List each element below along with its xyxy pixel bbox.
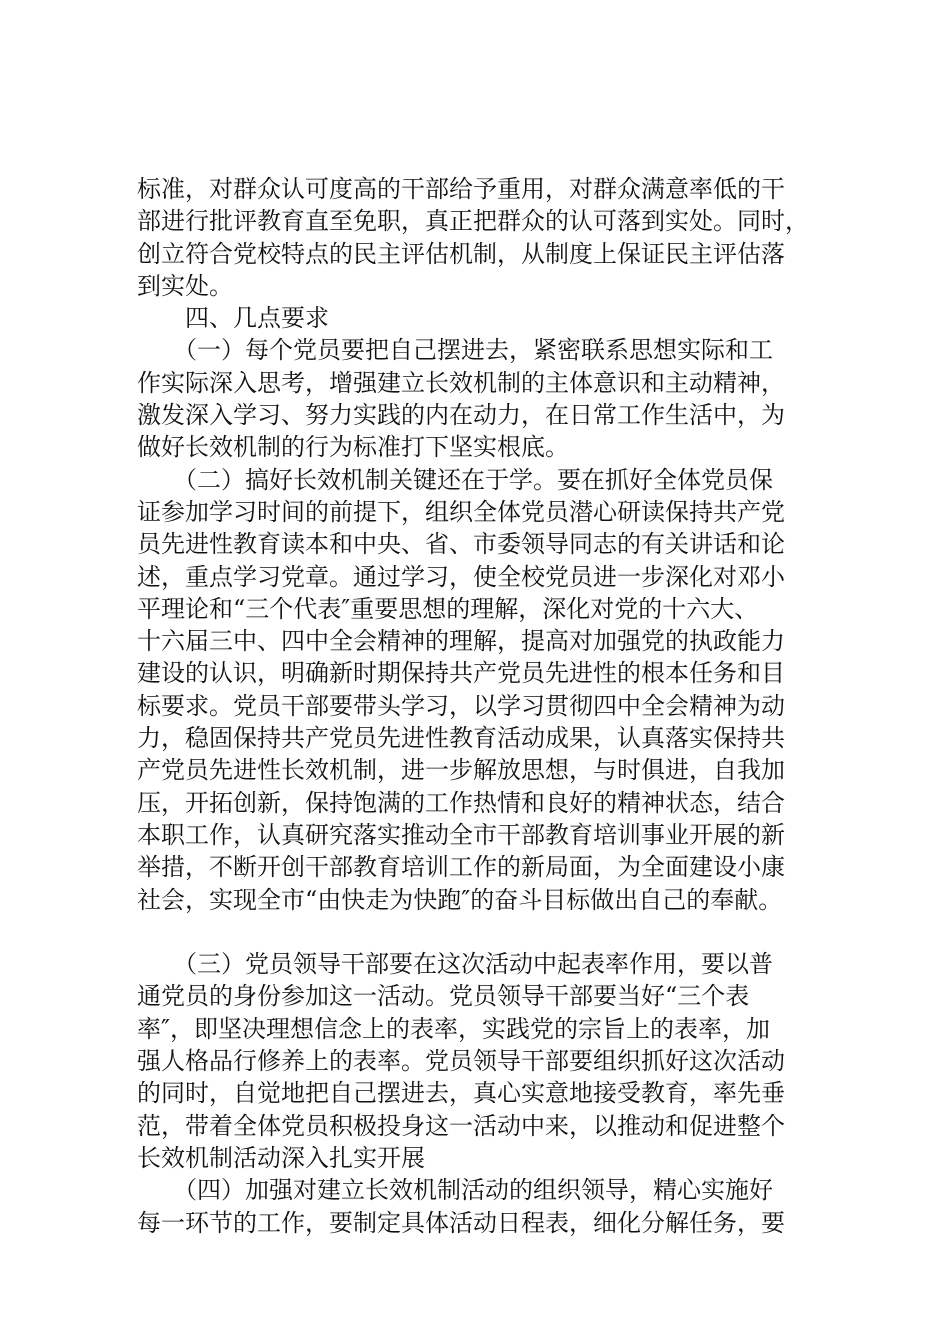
- text-line: 举措，不断开创干部教育培训工作的新局面，为全面建设小康: [137, 853, 785, 882]
- text-line: 员先进性教育读本和中央、省、市委领导同志的有关讲话和论: [137, 530, 785, 559]
- text-line: 长效机制活动深入扎实开展: [137, 1143, 425, 1172]
- text-line: 范，带着全体党员积极投身这一活动中来，以推动和促进整个: [137, 1111, 785, 1140]
- text-line: 平理论和“三个代表″重要思想的理解，深化对党的十六大、: [137, 594, 759, 623]
- text-line: 创立符合党校特点的民主评估机制，从制度上保证民主评估落: [137, 239, 785, 268]
- text-line: 标准，对群众认可度高的干部给予重用，对群众满意率低的干: [137, 175, 785, 203]
- paragraph-gap: [137, 916, 837, 948]
- text-line: 每一环节的工作，要制定具体活动日程表，细化分解任务，要: [137, 1208, 785, 1237]
- text-line: 部进行批评教育直至免职，真正把群众的认可落到实处。同时，: [137, 207, 809, 236]
- text-line: 激发深入学习、努力实践的内在动力，在日常工作生活中，为: [137, 401, 785, 430]
- text-line: 的同时，自觉地把自己摆进去，真心实意地接受教育，率先垂: [137, 1079, 785, 1108]
- text-line: 十六届三中、四中全会精神的理解，提高对加强党的执政能力: [137, 627, 785, 656]
- text-line: 本职工作，认真研究落实推动全市干部教育培训事业开展的新: [137, 820, 785, 849]
- document-body: [137, 173, 837, 1239]
- text-line: 社会，实现全市“由快走为快跑″的奋斗目标做出自己的奉献。: [137, 885, 783, 914]
- text-line: 述，重点学习党章。通过学习，使全校党员进一步深化对邓小: [137, 562, 785, 591]
- text-line: 率″，即坚决理想信念上的表率，实践党的宗旨上的表率，加: [137, 1014, 770, 1043]
- text-line: 作实际深入思考，增强建立长效机制的主体意识和主动精神，: [137, 368, 785, 397]
- text-line: 通党员的身份参加这一活动。党员领导干部要当好“三个表: [137, 982, 750, 1011]
- text-line: （一）每个党员要把自己摆进去，紧密联系思想实际和工: [137, 336, 773, 365]
- text-line: （四）加强对建立长效机制活动的组织领导，精心实施好: [137, 1176, 773, 1205]
- text-line: 压，开拓创新，保持饱满的工作热情和良好的精神状态，结合: [137, 788, 785, 817]
- text-line: （三）党员领导干部要在这次活动中起表率作用，要以普: [137, 950, 773, 979]
- text-line: （二）搞好长效机制关键还在于学。要在抓好全体党员保: [137, 465, 773, 494]
- text-line: 到实处。: [137, 271, 233, 300]
- text-line: 产党员先进性长效机制，进一步解放思想，与时俱进，自我加: [137, 756, 785, 785]
- text-line: 做好长效机制的行为标准打下坚实根底。: [137, 433, 569, 462]
- text-line: 建设的认识，明确新时期保持共产党员先进性的根本任务和目: [137, 659, 785, 688]
- text-line: 证参加学习时间的前提下，组织全体党员潜心研读保持共产党: [137, 497, 785, 526]
- text-line: 标要求。党员干部要带头学习，以学习贯彻四中全会精神为动: [137, 691, 785, 720]
- text-line: 力，稳固保持共产党员先进性教育活动成果，认真落实保持共: [137, 724, 785, 753]
- section-heading: 四、几点要求: [137, 304, 329, 333]
- text-line: 强人格品行修养上的表率。党员领导干部要组织抓好这次活动: [137, 1047, 785, 1076]
